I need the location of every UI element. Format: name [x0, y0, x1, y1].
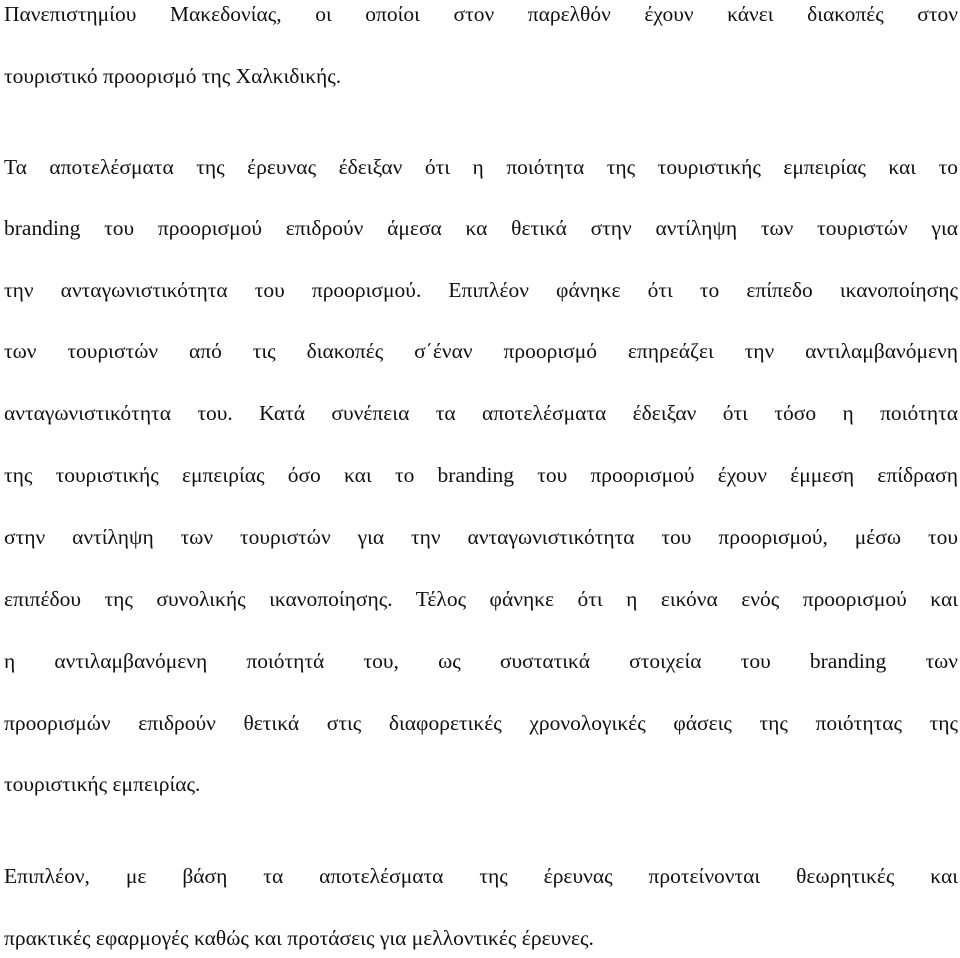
text-line: των τουριστών από τις διακοπές σ΄έναν προορισμό επηρεάζει την αντιλαμβανόμενη — [4, 339, 958, 363]
text-line: πρακτικές εφαρμογές καθώς και προτάσεις για μελλοντικές έρευνες. — [4, 926, 594, 950]
text-line: προορισμών επιδρούν θετικά στις διαφορετικές χρονολογικές φάσεις της ποιότητας της — [4, 711, 958, 735]
text-line: Πανεπιστημίου Μακεδονίας, οι οποίοι στον παρελθόν έχουν κάνει διακοπές στον — [4, 2, 958, 26]
text-line: Τα αποτελέσματα της έρευνας έδειξαν ότι η ποιότητα της τουριστικής εμπειρίας και το — [4, 155, 958, 179]
text-line: στην αντίληψη των τουριστών για την ανταγωνιστικότητα του προορισμού, μέσω του — [4, 525, 958, 549]
text-line: Επιπλέον, με βάση τα αποτελέσματα της έρευνας προτείνονται θεωρητικές και — [4, 864, 958, 888]
text-line: τουριστικής εμπειρίας. — [4, 772, 201, 796]
text-line: επιπέδου της συνολικής ικανοποίησης. Τέλος φάνηκε ότι η εικόνα ενός προορισμού και — [4, 587, 958, 611]
text-line: η αντιλαμβανόμενη ποιότητά του, ως συστατικά στοιχεία του branding των — [4, 649, 958, 673]
text-line: branding του προορισμού επιδρούν άμεσα κα θετικά στην αντίληψη των τουριστών για — [4, 216, 958, 240]
text-line: την ανταγωνιστικότητα του προορισμού. Επιπλέον φάνηκε ότι το επίπεδο ικανοποίησης — [4, 278, 958, 302]
text-line: ανταγωνιστικότητα του. Κατά συνέπεια τα αποτελέσματα έδειξαν ότι τόσο η ποιότητα — [4, 401, 958, 425]
text-line: της τουριστικής εμπειρίας όσο και το branding του προορισμού έχουν έμμεση επίδραση — [4, 463, 958, 487]
text-line: τουριστικό προορισμό της Χαλκιδικής. — [4, 64, 342, 88]
